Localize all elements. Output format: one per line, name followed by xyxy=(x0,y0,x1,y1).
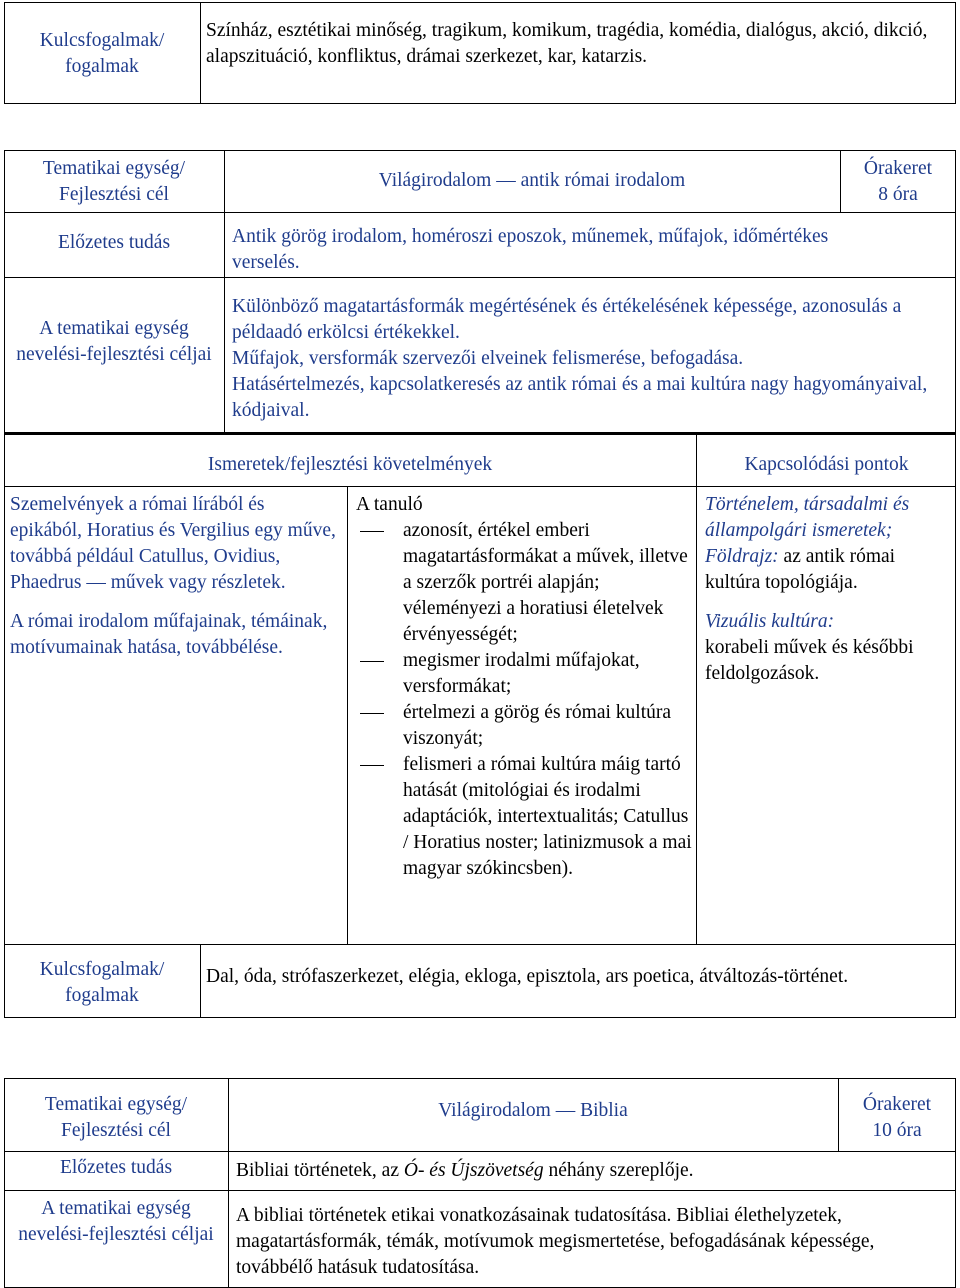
goals-label-2: A tematikai egység nevelési-fejlesztési céljai xyxy=(16,318,212,365)
connection-subject: Történelem, társadalmi és állampolgári ismeretek; Földrajz: xyxy=(705,494,910,567)
goals-line: Műfajok, versformák szervezői elveinek felismerése, befogadása. xyxy=(232,348,744,369)
connections-header: Kapcsolódási pontok xyxy=(744,454,909,475)
requirements-list xyxy=(356,518,696,882)
connection-item xyxy=(705,609,950,687)
requirement-item: azonosít, értékel emberi magatartásformákat a művek, illetve a szerzők portréi alapján; véleményezi a horatiusi életelvek érvényességét; xyxy=(356,518,696,648)
hours-label-2: Órakeret xyxy=(863,158,933,179)
requirements-column xyxy=(356,492,696,882)
content-column xyxy=(10,492,340,661)
unit-title-3: Világirodalom ― Biblia xyxy=(438,1100,628,1121)
prior-knowledge-text-3: Bibliai történetek, az Ó- és Újszövetség néhány szereplője. xyxy=(236,1160,694,1181)
student-intro: A tanuló xyxy=(356,494,423,515)
prior-knowledge-label-3: Előzetes tudás xyxy=(59,1157,173,1178)
connection-topic: az antik római kultúra topológiája. xyxy=(705,546,896,593)
goals-text-3: A bibliai történetek etikai vonatkozásainak tudatosítása. Bibliai élethelyzetek, magatartásformák, témák, motívumok megismertetése, befogadásának képessége, továbbélő hatásuk tudatosítása. xyxy=(236,1205,875,1278)
connections-column xyxy=(705,492,950,687)
requirement-item: értelmezi a görög és római kultúra viszonyát; xyxy=(356,700,696,752)
key-concepts-label-1: Kulcsfogalmak/ fogalmak xyxy=(39,30,165,77)
hours-value-2: 8 óra xyxy=(878,184,918,205)
requirements-header: Ismeretek/fejlesztési követelmények xyxy=(207,454,493,475)
connection-subject: Vizuális kultúra: xyxy=(705,611,835,632)
unit-label-2: Tematikai egység/ Fejlesztési cél xyxy=(42,158,186,205)
content-paragraph: Szemelvények a római lírából és epikából, Horatius és Vergilius egy műve, továbbá például Catullus, Ovidius, Phaedrus ― művek vagy részletek. xyxy=(10,494,336,593)
goals-line: Különböző magatartásformák megértésének és értékelésének képessége, azonosulás a példaadó erkölcsi értékekkel. xyxy=(232,296,902,343)
content-paragraph: A római irodalom műfajainak, témáinak, motívumainak hatása, továbbélése. xyxy=(10,611,328,658)
hours-label-3: Órakeret xyxy=(862,1094,932,1115)
connection-topic: korabeli művek és későbbi feldolgozások. xyxy=(705,637,914,684)
prior-knowledge-text-2: Antik görög irodalom, homéroszi eposzok, műnemek, műfajok, időmértékes verselés. xyxy=(232,226,829,273)
goals-line: Hatásértelmezés, kapcsolatkeresés az antik római és a mai kultúra nagy hagyományaival, kódjaival. xyxy=(232,374,928,421)
unit-label-3: Tematikai egység/ Fejlesztési cél xyxy=(44,1094,188,1141)
key-concepts-text-2: Dal, óda, strófaszerkezet, elégia, ekloga, episztola, ars poetica, átváltozás-történet. xyxy=(206,966,849,987)
key-concepts-label-2: Kulcsfogalmak/ fogalmak xyxy=(39,959,165,1006)
requirement-item: felismeri a római kultúra máig tartó hatását (mitológiai és irodalmi adaptációk, intertextualitás; Catullus / Horatius noster; latinizmusok a mai magyar szókincsben). xyxy=(356,752,696,882)
connection-item xyxy=(705,492,950,596)
hours-value-3: 10 óra xyxy=(872,1120,922,1141)
unit-title-2: Világirodalom ― antik római irodalom xyxy=(378,170,686,191)
requirement-item: megismer irodalmi műfajokat, versformákat; xyxy=(356,648,696,700)
key-concepts-text-1: Színház, esztétikai minőség, tragikum, komikum, tragédia, komédia, dialógus, akció, dikció, alapszituáció, konfliktus, drámai szerkezet, kar, katarzis. xyxy=(206,20,928,67)
prior-knowledge-label-2: Előzetes tudás xyxy=(57,232,171,253)
goals-label-3: A tematikai egység nevelési-fejlesztési céljai xyxy=(18,1198,214,1245)
goals-text-2 xyxy=(232,294,950,424)
